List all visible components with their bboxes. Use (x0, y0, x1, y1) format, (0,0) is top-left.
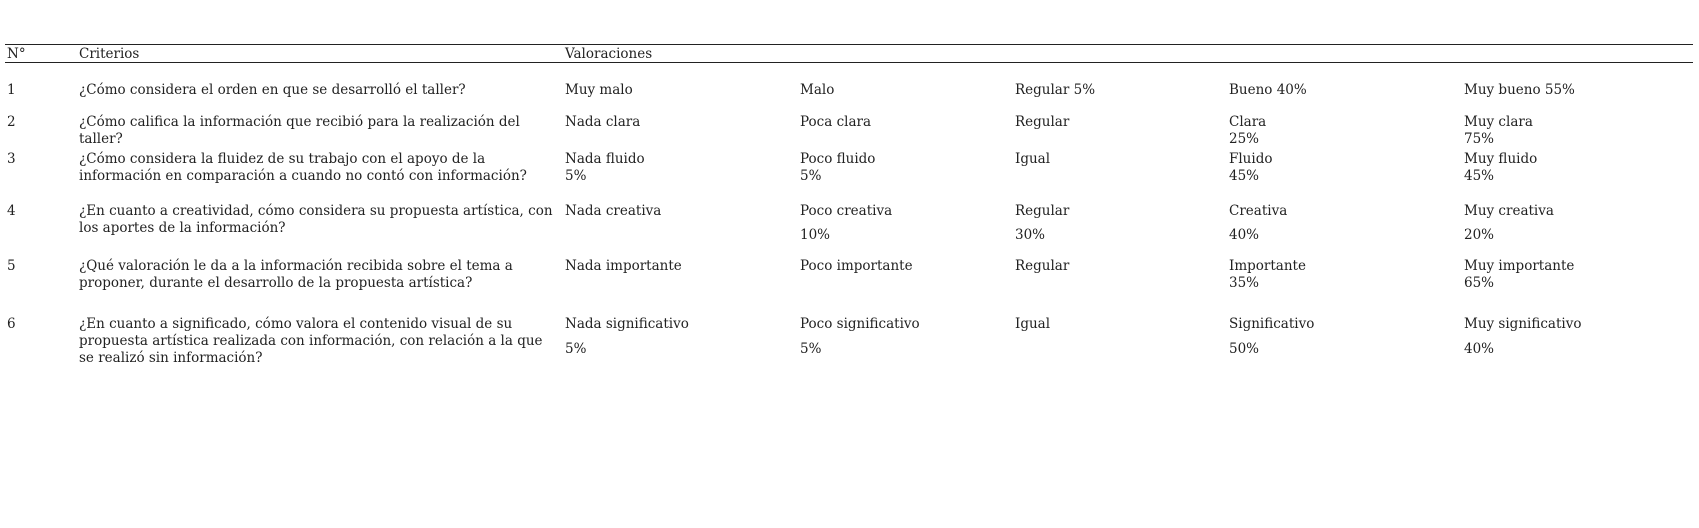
rating-percent: 25% (1229, 131, 1260, 147)
rating-cell (1013, 63, 1227, 100)
row-number: 6 (7, 316, 16, 332)
rating-label: Bueno 40% (1229, 82, 1307, 98)
rating-cell (563, 292, 798, 367)
table-header (5, 45, 1693, 63)
rating-label: Regular (1015, 114, 1070, 130)
rating-cell (1013, 244, 1227, 292)
row-criterio: ¿Cómo califica la información que recibió para la realización del taller? (79, 114, 520, 147)
rating-percent: 40% (1464, 341, 1495, 357)
row-criterio: ¿En cuanto a significado, cómo valora el contenido visual de su propuesta artística realizada con información, con relación a la que se realizó sin información? (79, 316, 543, 366)
rating-cell (1462, 63, 1693, 100)
rating-label: Regular (1015, 203, 1070, 219)
header-valoraciones: Valoraciones (563, 45, 1693, 63)
rating-cell (798, 148, 1013, 185)
row-number: 2 (7, 114, 16, 130)
rating-percent: 75% (1464, 131, 1495, 147)
row-criterio: ¿En cuanto a creatividad, cómo considera su propuesta artística, con los aportes de la información? (79, 203, 553, 236)
rating-cell (1462, 292, 1693, 367)
rating-label: Nada significativo (565, 316, 689, 332)
rating-label: Nada creativa (565, 203, 662, 219)
rating-cell (1013, 148, 1227, 185)
rating-label: Regular (1015, 258, 1070, 274)
rating-cell (1227, 292, 1462, 367)
rating-cell (563, 244, 798, 292)
rating-cell (563, 63, 798, 100)
rating-label: Muy bueno 55% (1464, 82, 1575, 98)
rating-cell (563, 148, 798, 185)
table-row (5, 244, 1693, 292)
rating-cell (563, 99, 798, 148)
rating-cell (1227, 244, 1462, 292)
rating-cell (798, 185, 1013, 244)
row-number: 5 (7, 258, 16, 274)
rating-cell (1462, 244, 1693, 292)
rating-label: Muy clara (1464, 114, 1533, 130)
rating-label: Muy significativo (1464, 316, 1582, 332)
row-criterio: ¿Cómo considera el orden en que se desarrolló el taller? (79, 82, 466, 98)
rating-label: Creativa (1229, 203, 1288, 219)
rating-cell (798, 99, 1013, 148)
rating-label: Significativo (1229, 316, 1315, 332)
rating-label: Igual (1015, 316, 1051, 332)
rating-cell (1227, 99, 1462, 148)
rating-percent: 50% (1229, 341, 1260, 357)
rating-cell (1013, 292, 1227, 367)
rating-cell (798, 292, 1013, 367)
row-criterio: ¿Cómo considera la fluidez de su trabajo con el apoyo de la información en comparación a cuando no contó con información? (79, 151, 527, 184)
rating-percent: 30% (1015, 227, 1046, 243)
rating-label: Poco importante (800, 258, 913, 274)
rating-percent: 45% (1229, 168, 1260, 184)
table-row (5, 185, 1693, 244)
rating-label: Nada fluido (565, 151, 645, 167)
rating-percent: 35% (1229, 275, 1260, 291)
rating-cell (1013, 185, 1227, 244)
row-number: 1 (7, 82, 16, 98)
survey-results-table (5, 44, 1693, 367)
table-row (5, 148, 1693, 185)
rating-percent: 5% (800, 168, 822, 184)
header-row (5, 45, 1693, 63)
rating-label: Clara (1229, 114, 1267, 130)
rating-cell (563, 185, 798, 244)
header-criterios: Criterios (77, 45, 563, 63)
row-number: 4 (7, 203, 16, 219)
rating-percent: 20% (1464, 227, 1495, 243)
rating-label: Regular 5% (1015, 82, 1096, 98)
rating-percent: 65% (1464, 275, 1495, 291)
rating-label: Muy fluido (1464, 151, 1538, 167)
rating-label: Igual (1015, 151, 1051, 167)
row-criterio: ¿Qué valoración le da a la información recibida sobre el tema a proponer, durante el desarrollo de la propuesta artística? (79, 258, 513, 291)
rating-percent: 40% (1229, 227, 1260, 243)
rating-label: Muy importante (1464, 258, 1575, 274)
survey-results-table-wrapper (5, 44, 1693, 367)
rating-label: Poco fluido (800, 151, 876, 167)
table-row (5, 63, 1693, 100)
rating-label: Poco creativa (800, 203, 893, 219)
rating-label: Nada importante (565, 258, 682, 274)
rating-cell (1227, 63, 1462, 100)
rating-label: Poco significativo (800, 316, 920, 332)
rating-label: Fluido (1229, 151, 1273, 167)
table-row (5, 292, 1693, 367)
table-body (5, 63, 1693, 368)
rating-cell (1227, 185, 1462, 244)
rating-cell (1462, 148, 1693, 185)
rating-cell (1013, 99, 1227, 148)
rating-label: Muy malo (565, 82, 633, 98)
row-number: 3 (7, 151, 16, 167)
rating-percent: 5% (565, 168, 587, 184)
rating-percent: 5% (800, 341, 822, 357)
rating-cell (1462, 99, 1693, 148)
rating-percent: 45% (1464, 168, 1495, 184)
rating-percent: 5% (565, 341, 587, 357)
rating-cell (798, 63, 1013, 100)
rating-label: Muy creativa (1464, 203, 1554, 219)
header-number: N° (5, 45, 77, 63)
rating-label: Poca clara (800, 114, 871, 130)
rating-cell (798, 244, 1013, 292)
rating-cell (1462, 185, 1693, 244)
rating-percent: 10% (800, 227, 831, 243)
rating-label: Malo (800, 82, 835, 98)
rating-label: Importante (1229, 258, 1306, 274)
rating-cell (1227, 148, 1462, 185)
rating-label: Nada clara (565, 114, 641, 130)
table-row (5, 99, 1693, 148)
